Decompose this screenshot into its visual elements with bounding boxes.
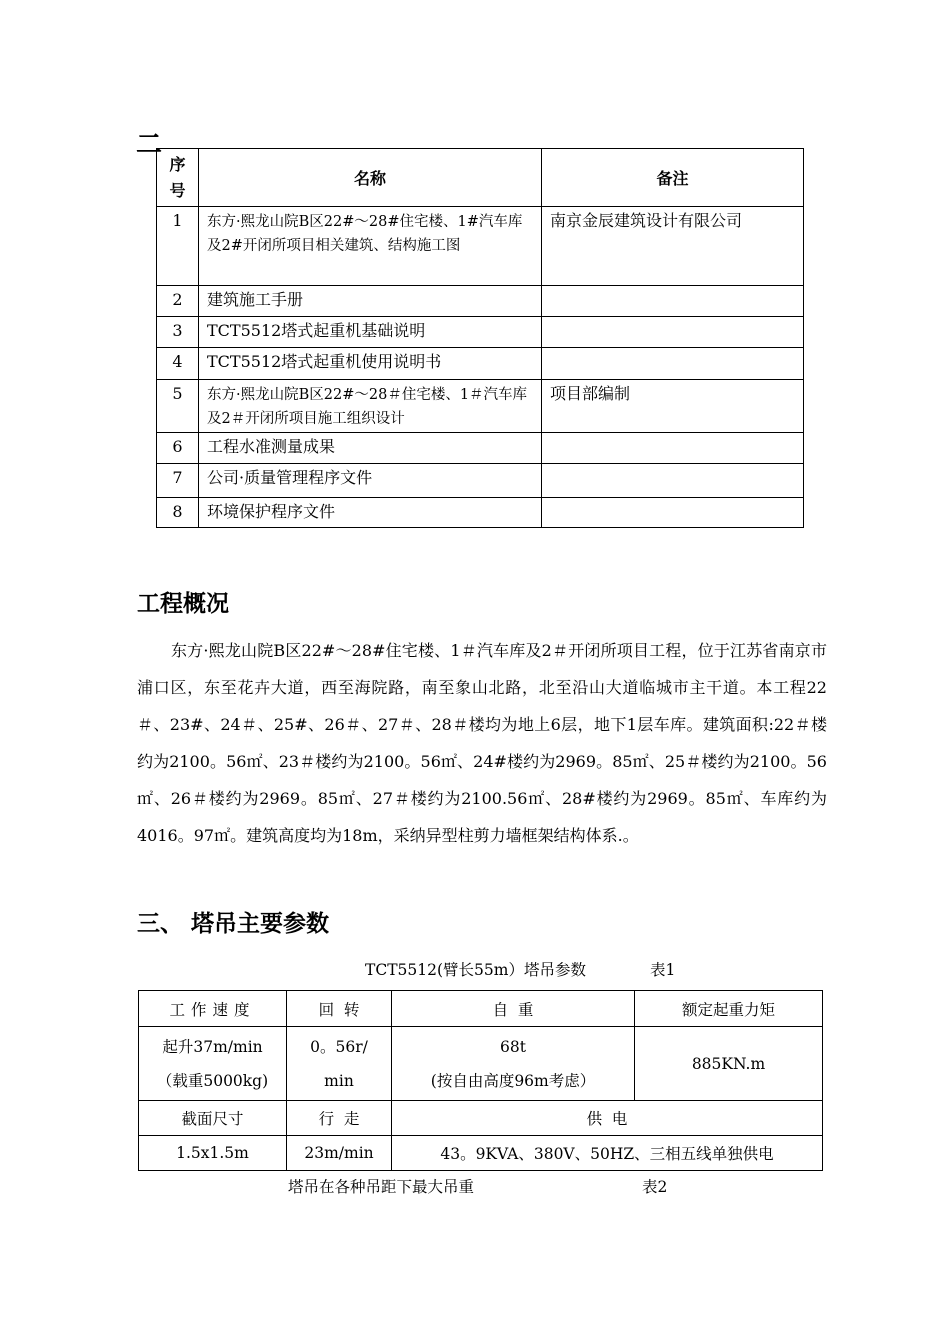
header-power-supply: 供 电 <box>392 1101 823 1136</box>
cell-rotation <box>287 1027 392 1101</box>
table-row <box>157 207 804 286</box>
row-name: 公司·质量管理程序文件 <box>199 464 542 498</box>
crane-parameters-table <box>138 990 823 1171</box>
rotation-line-1: 0。56r/ <box>310 1037 368 1056</box>
header-travel: 行 走 <box>287 1101 392 1136</box>
table-row <box>157 464 804 498</box>
row-note <box>542 286 804 317</box>
row-note: 南京金辰建筑设计有限公司 <box>542 207 804 286</box>
reference-documents-table <box>156 148 804 528</box>
header-rotation: 回 转 <box>287 991 392 1027</box>
weight-line-1: 68t <box>500 1037 526 1056</box>
cell-section-size: 1.5x1.5m <box>139 1136 287 1171</box>
row-note <box>542 433 804 464</box>
row-note <box>542 348 804 380</box>
speed-line-2: （载重5000kg) <box>156 1071 269 1090</box>
table-row <box>157 286 804 317</box>
table-row <box>157 380 804 433</box>
table-row <box>139 1027 823 1101</box>
row-note <box>542 317 804 348</box>
row-name: 环境保护程序文件 <box>199 498 542 528</box>
table2-label: 表2 <box>642 1178 668 1196</box>
row-name: TCT5512塔式起重机使用说明书 <box>199 348 542 380</box>
table-row <box>139 1136 823 1171</box>
cell-working-speed <box>139 1027 287 1101</box>
row-number: 6 <box>157 433 199 464</box>
table-row <box>157 433 804 464</box>
header-rated-torque: 额定起重力矩 <box>635 991 823 1027</box>
row-note <box>542 498 804 528</box>
row-name: TCT5512塔式起重机基础说明 <box>199 317 542 348</box>
row-number: 3 <box>157 317 199 348</box>
cell-power-supply: 43。9KVA、380V、50HZ、三相五线单独供电 <box>392 1136 823 1171</box>
header-note: 备注 <box>542 149 804 207</box>
table-row <box>157 348 804 380</box>
row-number: 4 <box>157 348 199 380</box>
table-row <box>157 317 804 348</box>
header-section-size: 截面尺寸 <box>139 1101 287 1136</box>
row-note <box>542 464 804 498</box>
table-row <box>139 1101 823 1136</box>
section-number-mark: 二 <box>136 130 163 160</box>
cell-self-weight <box>392 1027 635 1101</box>
row-name: 建筑施工手册 <box>199 286 542 317</box>
cell-rated-torque: 885KN.m <box>635 1027 823 1101</box>
row-number: 1 <box>157 207 199 286</box>
header-index: 序号 <box>157 149 199 207</box>
table1-caption: TCT5512(臂长55m）塔吊参数 <box>365 961 586 979</box>
cell-travel-speed: 23m/min <box>287 1136 392 1171</box>
table-row <box>139 991 823 1027</box>
row-number: 5 <box>157 380 199 433</box>
header-working-speed: 工作速度 <box>139 991 287 1027</box>
table-header-row <box>157 149 804 207</box>
row-number: 7 <box>157 464 199 498</box>
row-name: 东方·熙龙山院B区22#～28#住宅楼、1#汽车库及2#开闭所项目相关建筑、结构施工图 <box>199 207 542 286</box>
section-title-overview: 工程概况 <box>137 591 229 617</box>
section-title-crane-params: 三、 塔吊主要参数 <box>137 911 330 937</box>
row-number: 8 <box>157 498 199 528</box>
row-name: 工程水准测量成果 <box>199 433 542 464</box>
row-note: 项目部编制 <box>542 380 804 433</box>
row-number: 2 <box>157 286 199 317</box>
weight-line-2: (按自由高度96m考虑） <box>430 1071 596 1090</box>
table1-label: 表1 <box>650 961 676 979</box>
overview-paragraph: 东方·熙龙山院B区22#～28#住宅楼、1＃汽车库及2＃开闭所项目工程，位于江苏省南京市浦口区，东至花卉大道，西至海院路，南至象山北路，北至沿山大道临城市主干道。本工程22＃、23#、24＃、25#、26＃、27＃、28＃楼均为地上6层，地下1层车库。建筑面积:22＃楼约为2100。56㎡、23＃楼约为2100。56㎡、24#楼约为2969。85㎡、25＃楼约为2100。56㎡、26＃楼约为2969。85㎡、27＃楼约为2100.56㎡、28#楼约为2969。85㎡、车库约为4016。97㎡。建筑高度均为18m，采纳异型柱剪力墙框架结构体系.。 <box>137 641 827 845</box>
row-name: 东方·熙龙山院B区22#～28＃住宅楼、1＃汽车库及2＃开闭所项目施工组织设计 <box>199 380 542 433</box>
speed-line-1: 起升37m/min <box>162 1037 263 1056</box>
table-row <box>157 498 804 528</box>
rotation-line-2: min <box>324 1071 354 1090</box>
header-self-weight: 自 重 <box>392 991 635 1027</box>
table2-caption: 塔吊在各种吊距下最大吊重 <box>288 1178 475 1196</box>
header-name: 名称 <box>199 149 542 207</box>
